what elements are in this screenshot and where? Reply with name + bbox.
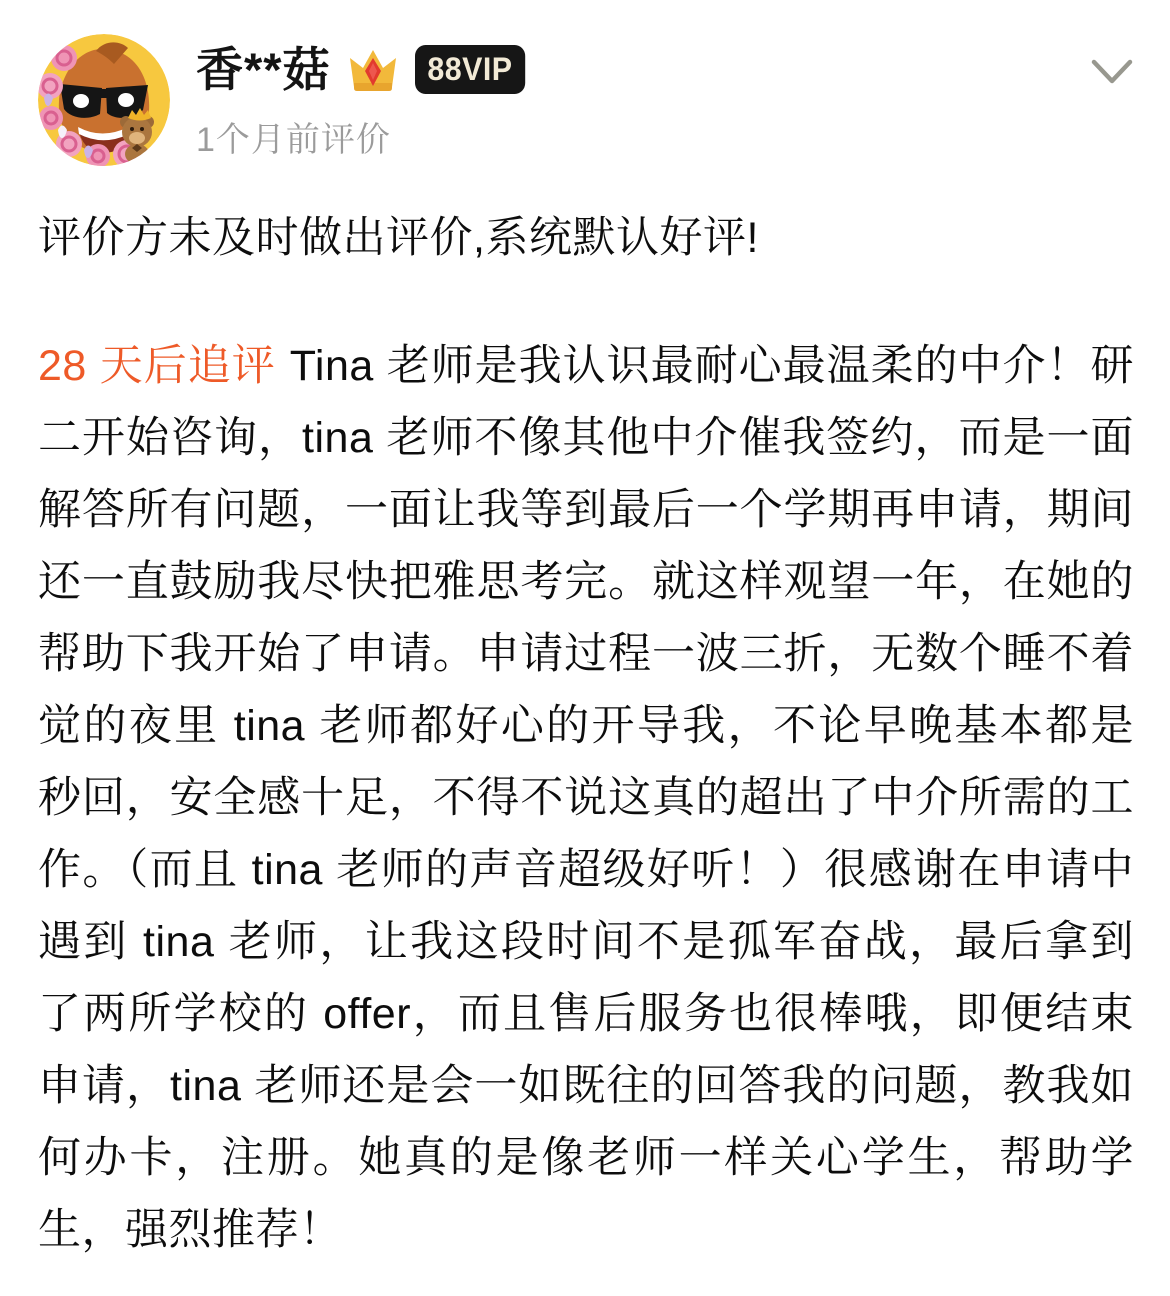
followup-label: 28 天后追评	[38, 342, 276, 390]
review-header	[38, 34, 1134, 166]
user-meta	[196, 34, 530, 161]
chevron-down-icon[interactable]	[1090, 58, 1134, 88]
followup-text: Tina 老师是我认识最耐心最温柔的中介！研二开始咨询，tina 老师不像其他中介催我签约，而是一面解答所有问题，一面让我等到最后一个学期再申请，期间还一直鼓励我尽快把雅思考完。就这样观望一年，在她的帮助下我开始了申请。申请过程一波三折，无数个睡不着觉的夜里 tina 老师都好心的开导我，不论早晚基本都是秒回，安全感十足，不得不说这真的超出了中介所需的工作。（而且 tina 老师的声音超级好听！）很感谢在申请中遇到 tina 老师，让我这段时间不是孤军奋战，最后拿到了两所学校的 offer，而且售后服务也很棒哦，即便结束申请，tina 老师还是会一如既往的回答我的问题，教我如何办卡，注册。她真的是像老师一样关心学生，帮助学生，强烈推荐！	[38, 342, 1135, 1254]
followup-review	[38, 330, 1134, 1296]
vip-badge[interactable]: 88VIP	[415, 45, 525, 94]
username: 香**菇	[196, 43, 331, 96]
review-timestamp: 1个月前评价	[196, 120, 391, 159]
name-row	[196, 44, 530, 96]
default-review-text: 评价方未及时做出评价,系统默认好评!	[38, 214, 759, 262]
crown-icon	[347, 47, 399, 93]
avatar[interactable]	[38, 34, 170, 166]
